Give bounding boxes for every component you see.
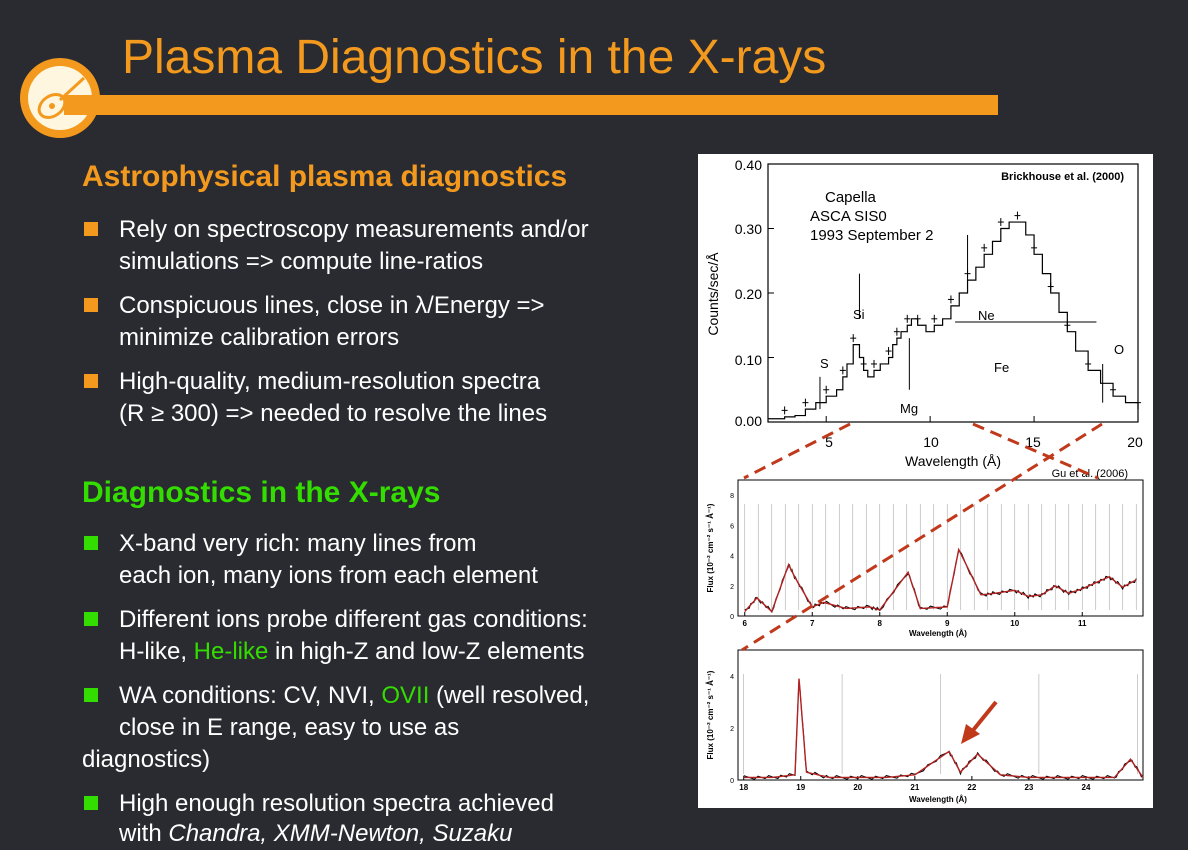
bullet-text: diagnostics) <box>82 746 211 773</box>
top-caption: 1993 September 2 <box>810 227 934 244</box>
middle-ion-markers <box>745 504 1137 610</box>
top-line-label-si: Si <box>853 307 865 322</box>
bullet-text: (R ≥ 300) => needed to resolve the lines <box>119 400 548 427</box>
bullet-text: High-quality, medium-resolution spectra <box>119 368 541 395</box>
ytick-label: 0 <box>730 778 734 785</box>
top-xtick-label: 20 <box>1127 434 1143 450</box>
xtick-label: 8 <box>877 619 882 628</box>
top-credit: Brickhouse et al. (2000) <box>1001 171 1124 183</box>
bullet-text: Different ions probe different gas conditions: <box>119 606 588 633</box>
bullet-square-icon <box>84 612 98 626</box>
top-line-label-s: S <box>820 356 829 371</box>
xtick-label: 20 <box>853 783 863 792</box>
top-caption: ASCA SIS0 <box>810 208 887 225</box>
middle-xlabel: Wavelength (Å) <box>909 629 967 638</box>
top-xtick-label: 5 <box>825 434 833 450</box>
xtick-label: 23 <box>1024 783 1034 792</box>
top-ytick-label: 0.10 <box>734 352 762 368</box>
top-line-label-mg: Mg <box>900 401 919 416</box>
top-line-markers <box>820 235 1103 409</box>
middle-spectrum-data <box>745 551 1137 612</box>
title-underline-bar <box>64 95 998 115</box>
bottom-plot <box>706 650 1143 804</box>
middle-plot <box>706 468 1143 638</box>
ytick-label: 2 <box>730 583 734 591</box>
bottom-xlabel: Wavelength (Å) <box>909 795 967 804</box>
bullet-text: simulations => compute line-ratios <box>119 248 484 275</box>
ytick-label: 8 <box>730 493 734 501</box>
top-plot-frame <box>768 164 1138 422</box>
section-heading-plasma: Astrophysical plasma diagnostics <box>82 160 568 193</box>
middle-ylabel: Flux (10⁻² cm⁻² s⁻¹ Å⁻¹) <box>706 503 715 593</box>
top-ytick-label: 0.40 <box>734 157 762 173</box>
middle-spectrum-model <box>745 550 1137 612</box>
xtick-label: 19 <box>796 783 806 792</box>
top-line-label-ne: Ne <box>978 308 995 323</box>
bullet-text: X-band very rich: many lines from <box>119 530 477 557</box>
bullet-text: High enough resolution spectra achieved <box>119 790 554 817</box>
middle-credit: Gu et al. (2006) <box>1051 468 1128 480</box>
top-xtick-label: 15 <box>1025 434 1041 450</box>
bullet-text: minimize calibration errors <box>119 324 400 351</box>
xtick-label: 9 <box>945 619 950 628</box>
top-ytick-label: 0.30 <box>734 221 762 237</box>
ytick-label: 4 <box>730 674 734 681</box>
ytick-label: 4 <box>730 553 734 561</box>
top-ytick-label: 0.20 <box>734 286 762 302</box>
bullet-text: Conspicuous lines, close in λ/Energy => <box>119 292 545 319</box>
xtick-label: 22 <box>967 783 977 792</box>
page-title: Plasma Diagnostics in the X-rays <box>122 31 827 84</box>
middle-xticks <box>730 493 1087 628</box>
xtick-label: 21 <box>910 783 920 792</box>
bullet-text: with Chandra, XMM-Newton, Suzaku <box>119 820 513 847</box>
ytick-label: 6 <box>730 523 734 531</box>
bottom-spectrum-model <box>744 679 1143 778</box>
top-data-points <box>768 164 1141 422</box>
xtick-label: 7 <box>810 619 815 628</box>
bullet-square-icon <box>84 298 98 312</box>
xtick-label: 10 <box>1010 619 1020 628</box>
xtick-label: 11 <box>1078 619 1087 628</box>
bullet-text: each ion, many ions from each element <box>119 562 538 589</box>
bullet-text: WA conditions: CV, NVI, OVII (well resolved, <box>119 682 590 709</box>
xtick-label: 6 <box>742 619 747 628</box>
arrow-icon <box>961 702 996 744</box>
bottom-ylabel: Flux (10⁻² cm⁻² s⁻¹ Å⁻¹) <box>706 670 715 760</box>
bullet-text: H-like, He-like in high-Z and low-Z elements <box>119 638 585 665</box>
section-heading-xrays: Diagnostics in the X-rays <box>82 476 441 509</box>
bullet-square-icon <box>84 536 98 550</box>
bullet-square-icon <box>84 796 98 810</box>
xtick-label: 18 <box>739 783 749 792</box>
top-xtick-label: 10 <box>923 434 939 450</box>
bullet-square-icon <box>84 222 98 236</box>
top-xlabel: Wavelength (Å) <box>905 453 1001 469</box>
top-ytick-label: 0.00 <box>734 413 762 429</box>
ytick-label: 2 <box>730 726 734 733</box>
top-ylabel: Counts/sec/Å <box>705 252 721 336</box>
top-line-label-o: O <box>1114 342 1125 357</box>
bullet-text: close in E range, easy to use as <box>119 714 460 741</box>
bullet-square-icon <box>84 688 98 702</box>
ytick-label: 0 <box>730 614 734 621</box>
spectra-figure <box>698 154 1153 808</box>
top-plot <box>705 157 1143 469</box>
figure-panel <box>698 154 1153 808</box>
top-line-label-fe: Fe <box>994 360 1010 375</box>
xtick-label: 24 <box>1081 783 1091 792</box>
bullet-square-icon <box>84 374 98 388</box>
top-caption: Capella <box>825 189 876 206</box>
bullet-text: Rely on spectroscopy measurements and/or <box>119 216 589 243</box>
